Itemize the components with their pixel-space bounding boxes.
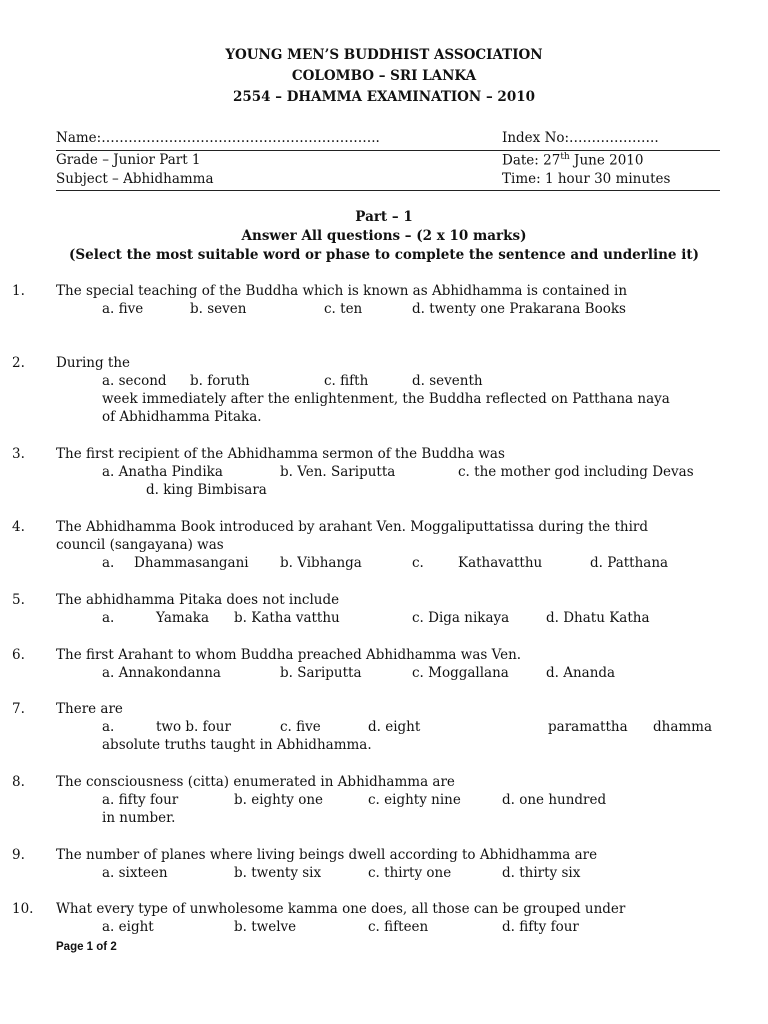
question-text: The Abhidhamma Book introduced by arahant Ven. Moggaliputtatissa during the third <box>56 519 648 535</box>
question-text: The first Arahant to whom Buddha preached Abhidhamma was Ven. <box>56 647 522 663</box>
option-a[interactable]: a. eight <box>102 919 154 935</box>
option-d[interactable]: d. Dhatu Katha <box>546 610 650 626</box>
question-tail: paramattha <box>548 719 628 735</box>
exam-title: 2554 – DHAMMA EXAMINATION – 2010 <box>233 89 535 105</box>
option-b[interactable]: b. twelve <box>234 919 297 935</box>
question-text: The consciousness (citta) enumerated in Abhidhamma are <box>56 774 455 790</box>
question-text: There are <box>56 701 123 717</box>
option-d[interactable]: d. eight <box>368 719 421 735</box>
question-continuation-2: of Abhidhamma Pitaka. <box>102 409 262 425</box>
option-a[interactable]: a. second <box>102 373 167 389</box>
question-text: The abhidhamma Pitaka does not include <box>56 592 340 608</box>
option-c[interactable]: c. the mother god including Devas <box>458 464 694 480</box>
option-c[interactable]: c. thirty one <box>368 865 452 881</box>
question-text: The first recipient of the Abhidhamma sermon of the Buddha was <box>56 446 505 462</box>
org-title: YOUNG MEN’S BUDDHIST ASSOCIATION <box>225 47 543 63</box>
question-number: 3. <box>12 446 25 462</box>
index-field: Index No:……………….. <box>502 130 659 146</box>
option-a-b[interactable]: two b. four <box>156 719 231 735</box>
question-tail-2: dhamma <box>653 719 713 735</box>
divider-top <box>56 150 720 151</box>
option-c[interactable]: c. Diga nikaya <box>412 610 510 626</box>
question-text: The number of planes where living beings dwell according to Abhidhamma are <box>56 847 598 863</box>
option-b[interactable]: b. twenty six <box>234 865 322 881</box>
question-text: The special teaching of the Buddha which is known as Abhidhamma is contained in <box>56 283 628 299</box>
question-number: 4. <box>12 519 25 535</box>
option-d[interactable]: d. seventh <box>412 373 483 389</box>
name-row <box>56 130 720 146</box>
option-a[interactable]: a. Anatha Pindika <box>102 464 223 480</box>
option-c-marker: c. <box>412 555 424 571</box>
question-continuation: in number. <box>102 810 176 826</box>
question-text-2: council (sangayana) was <box>56 537 224 553</box>
option-d[interactable]: d. Ananda <box>546 665 616 681</box>
grade-label: Grade – Junior Part 1 <box>56 152 201 168</box>
option-c[interactable]: c. fifteen <box>368 919 429 935</box>
question-text: What every type of unwholesome kamma one does, all those can be grouped under <box>56 901 626 917</box>
question-number: 10. <box>12 901 34 917</box>
name-field: Name:…………………………………………………….. <box>56 130 380 146</box>
part-title: Part – 1 <box>355 209 413 225</box>
time-label: Time: 1 hour 30 minutes <box>502 171 671 187</box>
question-continuation: week immediately after the enlightenment, the Buddha reflected on Patthana naya <box>102 391 670 407</box>
option-d[interactable]: d. thirty six <box>502 865 581 881</box>
part-instruction: Answer All questions – (2 x 10 marks) <box>241 228 527 244</box>
option-a[interactable]: Dhammasangani <box>134 555 249 571</box>
option-d[interactable]: d. twenty one Prakarana Books <box>412 301 626 317</box>
subject-row <box>56 171 720 187</box>
question-number: 5. <box>12 592 25 608</box>
option-b[interactable]: b. Katha vatthu <box>234 610 340 626</box>
option-a-marker: a. <box>102 555 115 571</box>
option-b[interactable]: b. seven <box>190 301 247 317</box>
option-a[interactable]: a. fifty four <box>102 792 179 808</box>
option-a[interactable]: a. sixteen <box>102 865 168 881</box>
option-d[interactable]: d. Patthana <box>590 555 669 571</box>
option-a-marker: a. <box>102 719 115 735</box>
option-b[interactable]: b. Ven. Sariputta <box>280 464 396 480</box>
option-c[interactable]: c. Moggallana <box>412 665 509 681</box>
question-number: 2. <box>12 355 25 371</box>
question-number: 8. <box>12 774 25 790</box>
date-label: Date: 27th June 2010 <box>502 152 644 169</box>
subject-label: Subject – Abhidhamma <box>56 171 214 187</box>
question-continuation: absolute truths taught in Abhidhamma. <box>102 737 372 753</box>
option-c[interactable]: c. fifth <box>324 373 369 389</box>
option-b[interactable]: b. Sariputta <box>280 665 362 681</box>
option-b[interactable]: b. foruth <box>190 373 250 389</box>
grade-row <box>56 152 720 168</box>
option-d[interactable]: d. king Bimbisara <box>146 482 267 498</box>
option-c[interactable]: Kathavatthu <box>458 555 543 571</box>
divider-bottom <box>56 190 720 191</box>
option-c[interactable]: c. eighty nine <box>368 792 461 808</box>
option-b[interactable]: b. eighty one <box>234 792 324 808</box>
option-c[interactable]: c. five <box>280 719 321 735</box>
question-text: During the <box>56 355 131 371</box>
option-a-marker: a. <box>102 610 115 626</box>
option-a[interactable]: a. five <box>102 301 144 317</box>
question-number: 7. <box>12 701 25 717</box>
question-number: 1. <box>12 283 25 299</box>
location-title: COLOMBO – SRI LANKA <box>291 68 477 84</box>
part-heading <box>0 208 768 265</box>
part-note: (Select the most suitable word or phase to complete the sentence and underline it) <box>69 247 699 263</box>
option-a[interactable]: Yamaka <box>156 610 209 626</box>
option-d[interactable]: d. fifty four <box>502 919 579 935</box>
option-a[interactable]: a. Annakondanna <box>102 665 221 681</box>
exam-header <box>0 45 768 108</box>
question-number: 9. <box>12 847 25 863</box>
option-b[interactable]: b. Vibhanga <box>280 555 362 571</box>
page-number: Page 1 of 2 <box>56 941 117 953</box>
question-number: 6. <box>12 647 25 663</box>
option-d[interactable]: d. one hundred <box>502 792 607 808</box>
option-c[interactable]: c. ten <box>324 301 363 317</box>
